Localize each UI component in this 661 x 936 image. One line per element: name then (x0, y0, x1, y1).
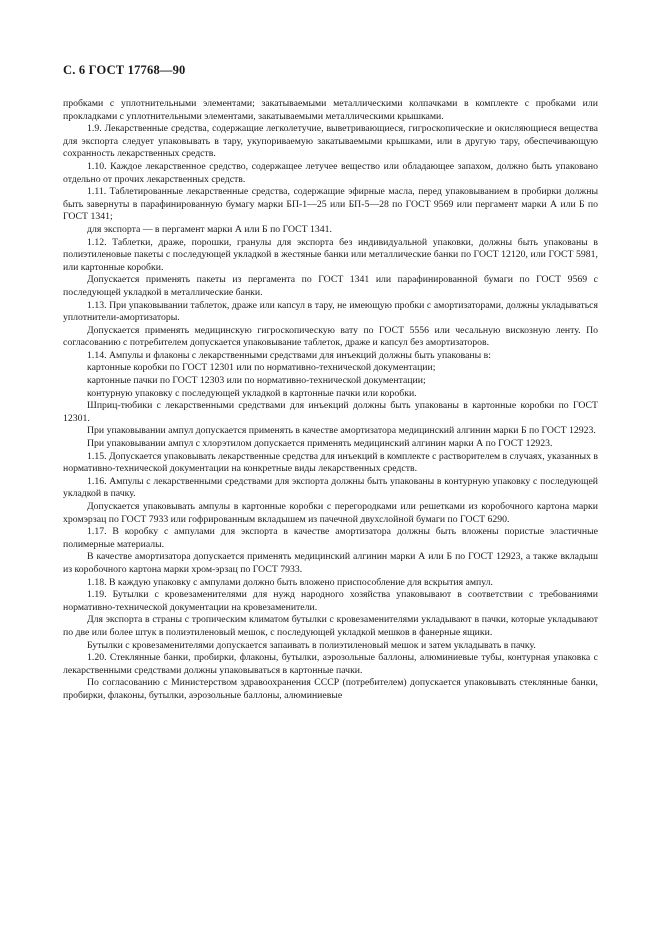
document-body (63, 98, 598, 703)
paragraph: Допускается применять медицинскую гигроскопическую вату по ГОСТ 5556 или чесальную вискозную ленту. По согласованию с потребителем допускается упаковывание таблеток, драже и капсул без амортизаторов. (63, 324, 598, 349)
paragraph: По согласованию с Министерством здравоохранения СССР (потребителем) допускается упаковывать стеклянные банки, пробирки, флаконы, бутылки, аэрозольные баллоны, алюминиевые (63, 677, 598, 701)
paragraph: контурную упаковку с последующей укладкой в картонные пачки или коробки. (87, 387, 417, 399)
paragraph-1-9: 1.9. Лекарственные средства, содержащие легколетучие, выветривающиеся, гигроскопические и окисляющиеся вещества для экспорта следует упаковывать в тару, укупориваемую закатываемыми крышками, или в другую тару, обеспечивающую сохранность лекарственных средств. (63, 123, 598, 160)
paragraph-1-11: 1.11. Таблетированные лекарственные средства, содержащие эфирные масла, перед упаковыванием в пробирки должны быть завернуты в парафинированную бумагу марки БП-1—25 или БП-5—28 по ГОСТ 9569 или пергамент марки А или Б по ГОСТ 1341; (63, 186, 598, 223)
paragraph-1-20: 1.20. Стеклянные банки, пробирки, флаконы, бутылки, аэрозольные баллоны, алюминиевые тубы, контурная упаковка с лекарственными средствами должны упаковываться в картонные пачки. (63, 652, 598, 676)
paragraph-1-10: 1.10. Каждое лекарственное средство, содержащее летучее вещество или обладающее запахом, должно быть упаковано отдельно от прочих лекарственных средств. (63, 160, 598, 185)
paragraph-1-12: 1.12. Таблетки, драже, порошки, гранулы для экспорта без индивидуальной упаковки, должны быть упакованы в полиэтиленовые пакеты с последующей укладкой в жестяные банки или металлические банки по ГОСТ 12120, или ГОСТ 5981, или картонные коробки. (63, 236, 598, 273)
paragraph-1-16: 1.16. Ампулы с лекарственными средствами для экспорта должны быть упакованы в контурную упаковку с последующей укладкой в пачку. (63, 475, 598, 500)
paragraph: Допускается упаковывать ампулы в картонные коробки с перегородками или решетками из коробочного картона марки хромэрзац по ГОСТ 7933 или гофрированным вкладышем из пачечной двухслойной бумаги по ГОСТ 6290. (63, 501, 598, 525)
paragraph: Бутылки с кровезаменителями допускается запаивать в полиэтиленовый мешок и затем укладывать в пачку. (87, 639, 536, 651)
paragraph: пробками с уплотнительными элементами; закатываемыми металлическими колпачками в комплекте с пробками или прокладками с уплотнительными элементами, закатываемыми металлическими крышками. (63, 98, 598, 122)
paragraph: для экспорта — в пергамент марки А или Б по ГОСТ 1341. (87, 223, 332, 235)
paragraph: Допускается применять пакеты из пергамента по ГОСТ 1341 или парафинированной бумаги по ГОСТ 9569 с последующей укладкой в металлические банки. (63, 274, 598, 298)
paragraph: При упаковывании ампул с хлорэтилом допускается применять медицинский алгинин марки А по ГОСТ 12923. (87, 438, 553, 450)
paragraph: При упаковывании ампул допускается применять в качестве амортизатора медицинский алгинин марки Б по ГОСТ 12923. (87, 425, 596, 437)
paragraph: Для экспорта в страны с тропическим климатом бутылки с кровезаменителями укладывают в пачки, которые укладывают по две или более штук в полиэтиленовый мешок, с последующей укладкой мешков в фанерные ящики. (63, 614, 598, 638)
paragraph-1-18: 1.18. В каждую упаковку с ампулами должно быть вложено приспособление для вскрытия ампул. (87, 576, 493, 588)
paragraph: Шприц-тюбики с лекарственными средствами для инъекций должны быть упакованы в картонные коробки по ГОСТ 12301. (63, 400, 598, 424)
paragraph-1-13: 1.13. При упаковывании таблеток, драже или капсул в тару, не имеющую пробки с амортизаторами, должны укладываться уплотнители-амортизаторы. (63, 299, 598, 324)
document-page (63, 62, 598, 703)
paragraph: В качестве амортизатора допускается применять медицинский алгинин марки А или Б по ГОСТ 12923, а также вкладыш из коробочного картона марки хром-эрзац по ГОСТ 7933. (63, 551, 598, 575)
paragraph-1-19: 1.19. Бутылки с кровезаменителями для нужд народного хозяйства упаковывают в соответствии с требованиями нормативно-технической документации на кровезаменители. (63, 589, 598, 613)
page-header: С. 6 ГОСТ 17768—90 (63, 63, 186, 77)
paragraph: картонные коробки по ГОСТ 12301 или по нормативно-технической документации; (87, 362, 436, 374)
paragraph-1-17: 1.17. В коробку с ампулами для экспорта в качестве амортизатора должны быть вложены пористые эластичные полимерные материалы. (63, 526, 598, 550)
paragraph-1-15: 1.15. Допускается упаковывать лекарственные средства для инъекций в комплекте с растворителем в случаях, указанных в нормативно-технической документации на конкретные виды лекарственных средств. (63, 450, 598, 475)
paragraph-1-14: 1.14. Ампулы и флаконы с лекарственными средствами для инъекций должны быть упакованы в: (87, 349, 491, 361)
paragraph: картонные пачки по ГОСТ 12303 или по нормативно-технической документации; (87, 375, 426, 387)
